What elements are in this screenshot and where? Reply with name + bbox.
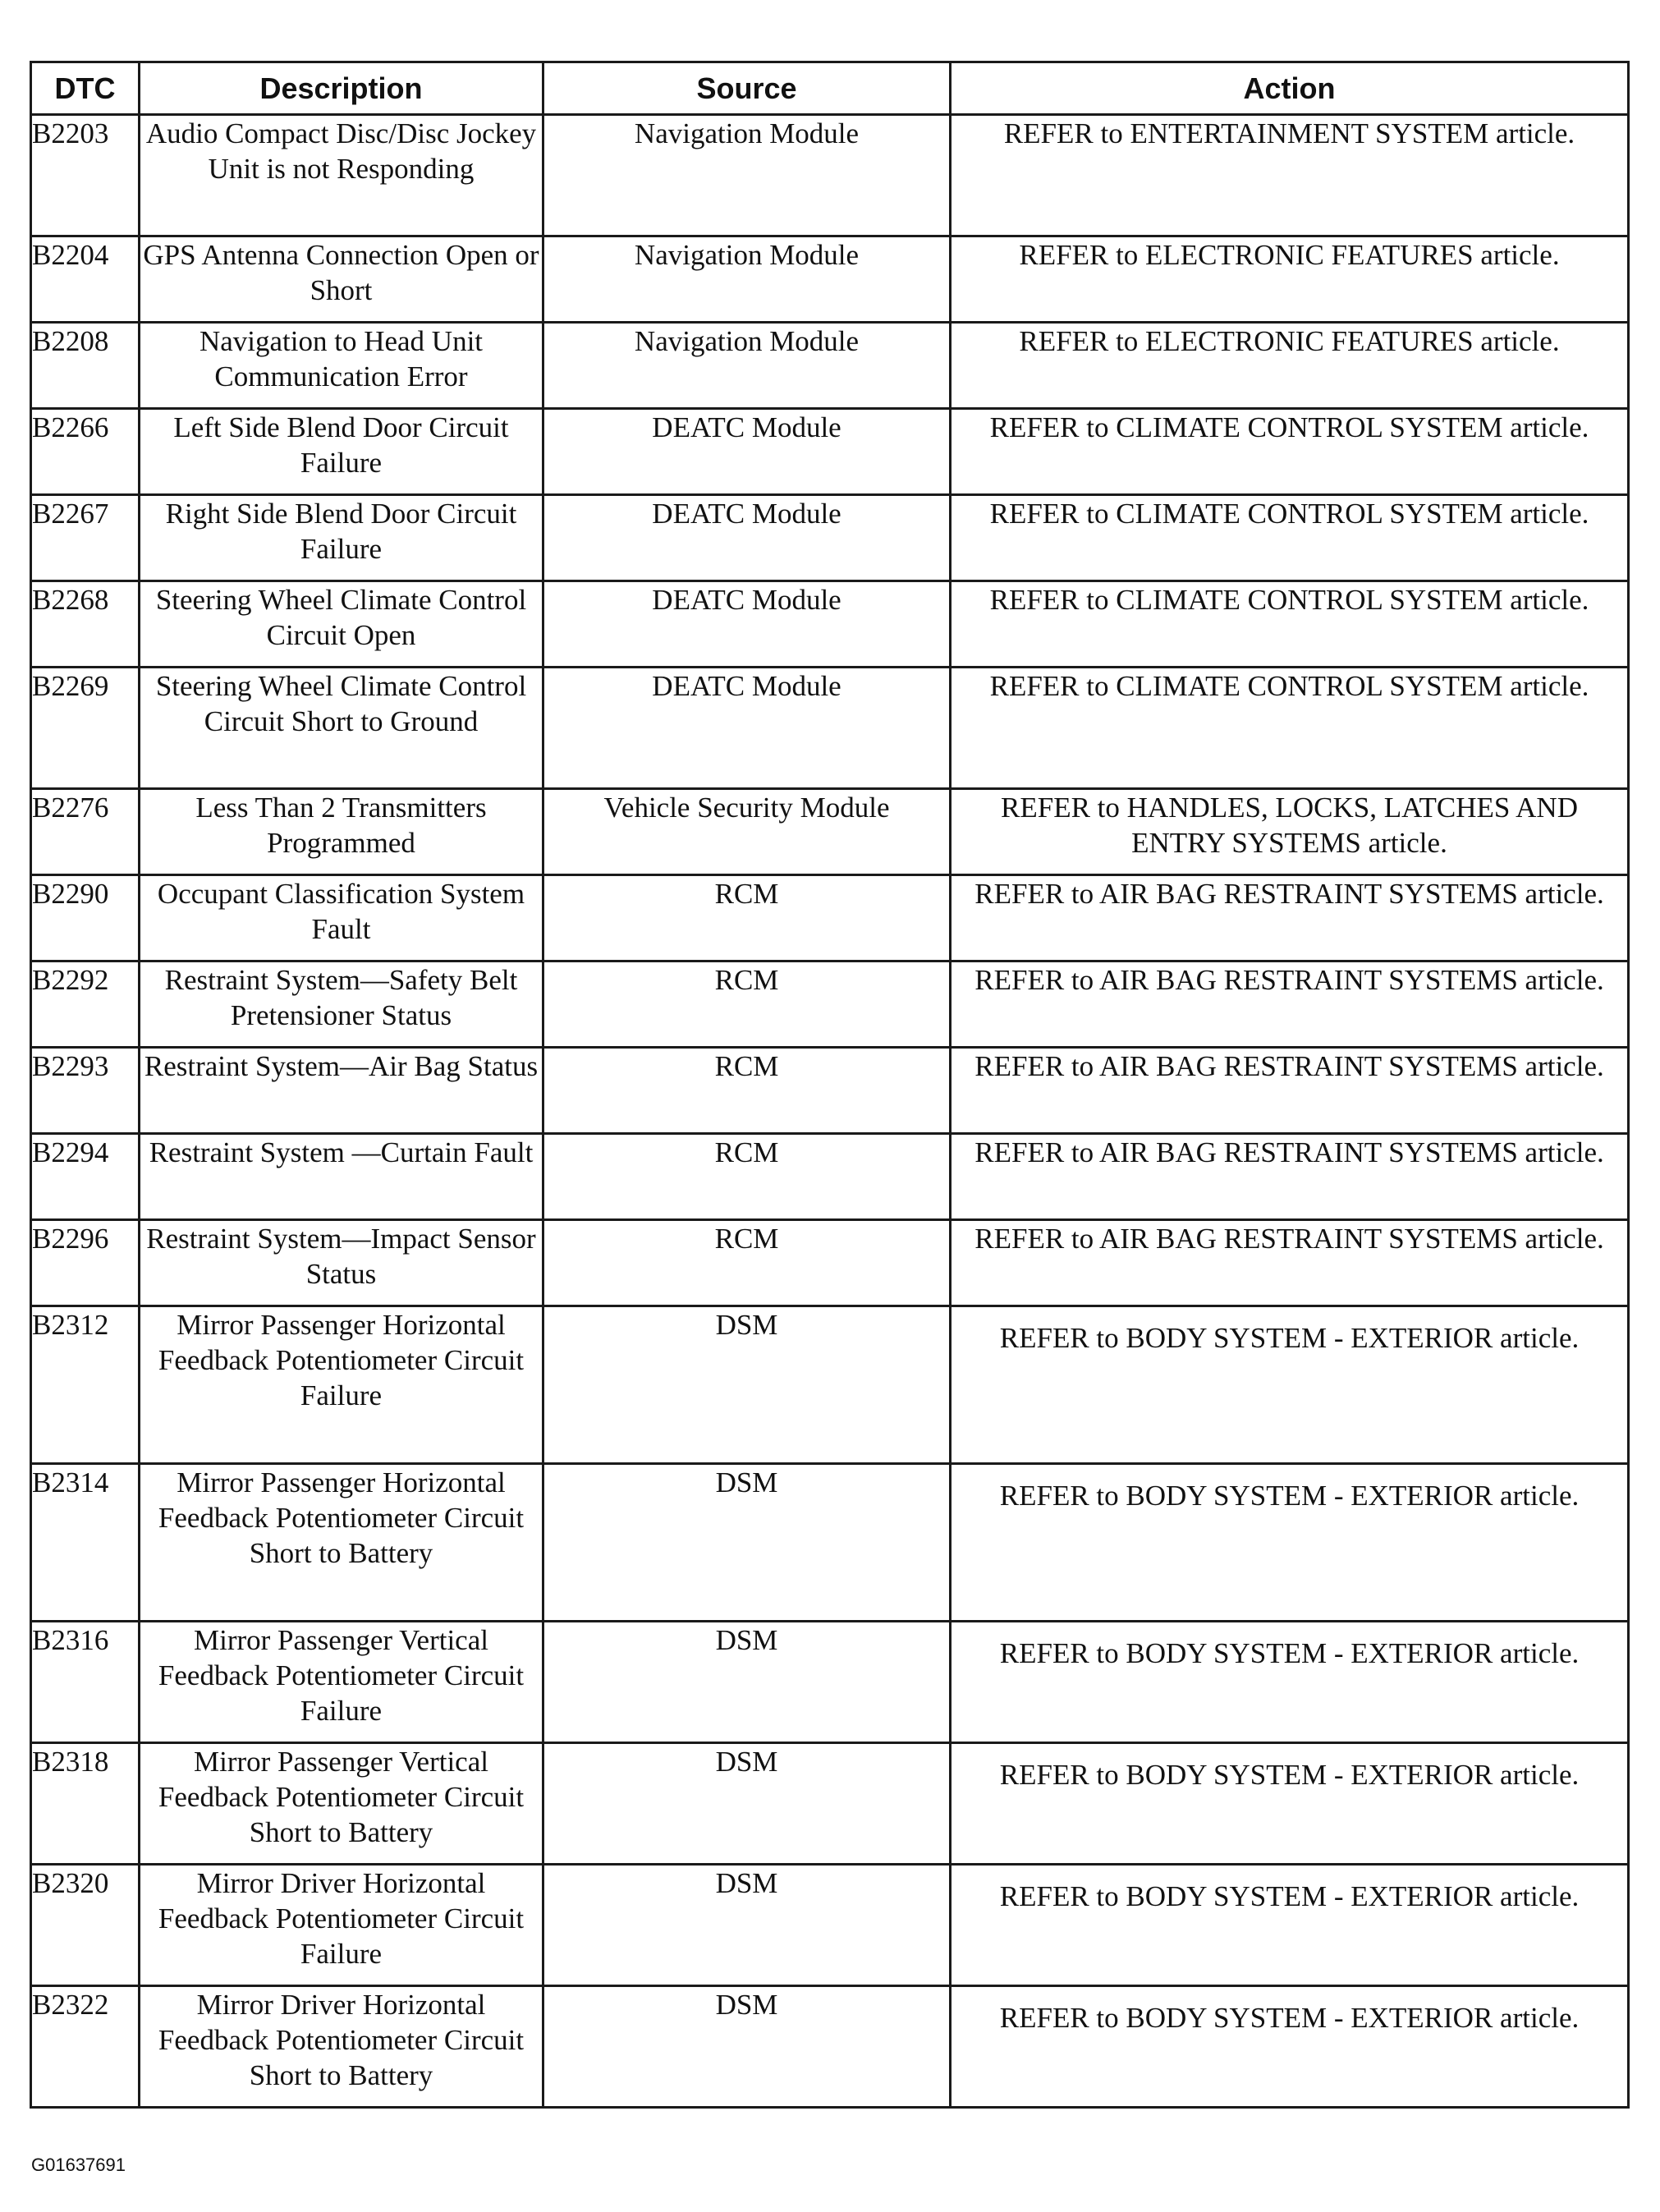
dtc-source: RCM (543, 1220, 951, 1306)
table-row (31, 1220, 1629, 1306)
dtc-action: REFER to AIR BAG RESTRAINT SYSTEMS article. (951, 1048, 1629, 1134)
dtc-code: B2266 (31, 409, 140, 495)
table-row (31, 115, 1629, 236)
column-header-action: Action (951, 62, 1629, 115)
dtc-description: Restraint System—Impact Sensor Status (140, 1220, 543, 1306)
dtc-code: B2314 (31, 1464, 140, 1622)
dtc-action: REFER to AIR BAG RESTRAINT SYSTEMS article. (951, 961, 1629, 1048)
dtc-code: B2204 (31, 236, 140, 323)
table-row (31, 1306, 1629, 1464)
dtc-action: REFER to AIR BAG RESTRAINT SYSTEMS article. (951, 1134, 1629, 1220)
dtc-action: REFER to AIR BAG RESTRAINT SYSTEMS article. (951, 875, 1629, 961)
dtc-code: B2322 (31, 1986, 140, 2108)
dtc-description: Mirror Driver Horizontal Feedback Potentiometer Circuit Failure (140, 1865, 543, 1986)
dtc-description: Occupant Classification System Fault (140, 875, 543, 961)
dtc-action: REFER to ELECTRONIC FEATURES article. (951, 236, 1629, 323)
dtc-code: B2316 (31, 1622, 140, 1743)
dtc-source: Vehicle Security Module (543, 789, 951, 875)
table-row (31, 1048, 1629, 1134)
dtc-code: B2312 (31, 1306, 140, 1464)
dtc-action: REFER to CLIMATE CONTROL SYSTEM article. (951, 581, 1629, 668)
dtc-source: DEATC Module (543, 495, 951, 581)
dtc-source: RCM (543, 1048, 951, 1134)
dtc-source: DEATC Module (543, 581, 951, 668)
dtc-description: Right Side Blend Door Circuit Failure (140, 495, 543, 581)
column-header-dtc: DTC (31, 62, 140, 115)
dtc-description: Mirror Passenger Horizontal Feedback Potentiometer Circuit Failure (140, 1306, 543, 1464)
dtc-description: Restraint System—Air Bag Status (140, 1048, 543, 1134)
dtc-source: DSM (543, 1306, 951, 1464)
dtc-source: DEATC Module (543, 668, 951, 789)
dtc-action: REFER to CLIMATE CONTROL SYSTEM article. (951, 668, 1629, 789)
dtc-source: DSM (543, 1622, 951, 1743)
table-row (31, 1622, 1629, 1743)
dtc-code: B2320 (31, 1865, 140, 1986)
dtc-description: Less Than 2 Transmitters Programmed (140, 789, 543, 875)
table-row (31, 961, 1629, 1048)
dtc-action: REFER to ELECTRONIC FEATURES article. (951, 323, 1629, 409)
table-row (31, 1986, 1629, 2108)
dtc-action: REFER to HANDLES, LOCKS, LATCHES AND ENTRY SYSTEMS article. (951, 789, 1629, 875)
dtc-source: Navigation Module (543, 323, 951, 409)
dtc-code: B2269 (31, 668, 140, 789)
dtc-code: B2268 (31, 581, 140, 668)
dtc-source: DSM (543, 1743, 951, 1865)
dtc-code: B2296 (31, 1220, 140, 1306)
dtc-description: Steering Wheel Climate Control Circuit Short to Ground (140, 668, 543, 789)
dtc-code: B2276 (31, 789, 140, 875)
table-row (31, 495, 1629, 581)
dtc-table-sheet (30, 61, 1627, 2109)
table-row (31, 236, 1629, 323)
dtc-action: REFER to BODY SYSTEM - EXTERIOR article. (951, 1986, 1629, 2108)
column-header-source: Source (543, 62, 951, 115)
table-row (31, 1134, 1629, 1220)
dtc-code: B2293 (31, 1048, 140, 1134)
table-row (31, 875, 1629, 961)
dtc-description: Restraint System—Safety Belt Pretensioner Status (140, 961, 543, 1048)
dtc-action: REFER to BODY SYSTEM - EXTERIOR article. (951, 1622, 1629, 1743)
dtc-source: Navigation Module (543, 115, 951, 236)
dtc-action: REFER to CLIMATE CONTROL SYSTEM article. (951, 495, 1629, 581)
dtc-description: Mirror Passenger Horizontal Feedback Potentiometer Circuit Short to Battery (140, 1464, 543, 1622)
dtc-description: Mirror Passenger Vertical Feedback Potentiometer Circuit Failure (140, 1622, 543, 1743)
dtc-action: REFER to BODY SYSTEM - EXTERIOR article. (951, 1743, 1629, 1865)
dtc-table (30, 61, 1630, 2109)
dtc-code: B2208 (31, 323, 140, 409)
dtc-action: REFER to AIR BAG RESTRAINT SYSTEMS article. (951, 1220, 1629, 1306)
dtc-action: REFER to BODY SYSTEM - EXTERIOR article. (951, 1865, 1629, 1986)
dtc-description: Mirror Passenger Vertical Feedback Potentiometer Circuit Short to Battery (140, 1743, 543, 1865)
table-header-row (31, 62, 1629, 115)
dtc-source: DSM (543, 1464, 951, 1622)
column-header-description: Description (140, 62, 543, 115)
dtc-action: REFER to BODY SYSTEM - EXTERIOR article. (951, 1464, 1629, 1622)
table-row (31, 668, 1629, 789)
dtc-source: Navigation Module (543, 236, 951, 323)
dtc-source: DEATC Module (543, 409, 951, 495)
dtc-action: REFER to BODY SYSTEM - EXTERIOR article. (951, 1306, 1629, 1464)
dtc-source: DSM (543, 1865, 951, 1986)
dtc-code: B2292 (31, 961, 140, 1048)
dtc-source: RCM (543, 1134, 951, 1220)
dtc-code: B2318 (31, 1743, 140, 1865)
dtc-source: RCM (543, 961, 951, 1048)
dtc-description: Left Side Blend Door Circuit Failure (140, 409, 543, 495)
table-row (31, 1865, 1629, 1986)
table-row (31, 789, 1629, 875)
table-row (31, 1464, 1629, 1622)
dtc-description: GPS Antenna Connection Open or Short (140, 236, 543, 323)
dtc-description: Restraint System —Curtain Fault (140, 1134, 543, 1220)
dtc-code: B2267 (31, 495, 140, 581)
dtc-action: REFER to CLIMATE CONTROL SYSTEM article. (951, 409, 1629, 495)
dtc-code: B2290 (31, 875, 140, 961)
dtc-source: RCM (543, 875, 951, 961)
table-row (31, 581, 1629, 668)
dtc-description: Mirror Driver Horizontal Feedback Potentiometer Circuit Short to Battery (140, 1986, 543, 2108)
dtc-code: B2203 (31, 115, 140, 236)
figure-id: G01637691 (31, 2155, 126, 2175)
dtc-description: Steering Wheel Climate Control Circuit Open (140, 581, 543, 668)
table-row (31, 409, 1629, 495)
dtc-source: DSM (543, 1986, 951, 2108)
table-row (31, 1743, 1629, 1865)
dtc-description: Audio Compact Disc/Disc Jockey Unit is not Responding (140, 115, 543, 236)
dtc-code: B2294 (31, 1134, 140, 1220)
dtc-action: REFER to ENTERTAINMENT SYSTEM article. (951, 115, 1629, 236)
table-row (31, 323, 1629, 409)
dtc-description: Navigation to Head Unit Communication Error (140, 323, 543, 409)
